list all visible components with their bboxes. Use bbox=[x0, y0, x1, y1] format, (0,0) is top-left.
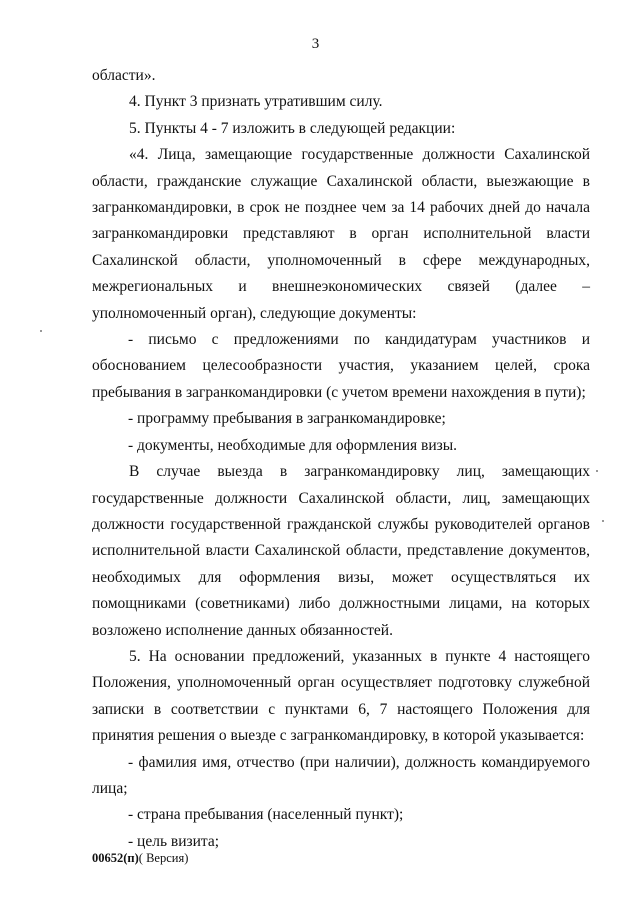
page-number: 3 bbox=[311, 36, 320, 52]
list-item: - документы, необходимые для оформления визы. bbox=[128, 436, 458, 454]
paragraph: 4. Пункт 3 признать утратившим силу. bbox=[129, 93, 383, 111]
paragraph: В случае выезда в загранкомандировку лиц, замещающих государственные должности Сахалинской области, лиц, замещающих должности государственной гражданской службы руководителей органов исполнительной власти Сахалинской области, представление документов, необходимых для оформления визы, может осуществляться их помощниками (советниками) либо должностными лицами, на которых возложено исполнение данных обязанностей. bbox=[92, 463, 590, 639]
document-footer bbox=[92, 851, 188, 866]
list-item: - программу пребывания в загранкомандировке; bbox=[128, 410, 446, 428]
list-item: - страна пребывания (населенный пункт); bbox=[128, 806, 404, 824]
list-item: - цель визита; bbox=[128, 832, 220, 850]
document-version: ( Версия) bbox=[138, 851, 189, 865]
document-body bbox=[92, 63, 590, 855]
scan-speck bbox=[40, 330, 42, 332]
scan-speck bbox=[602, 520, 604, 522]
list-item: - фамилия имя, отчество (при наличии), должность командируемого лица; bbox=[92, 753, 590, 797]
paragraph: 5. Пункты 4 - 7 изложить в следующей редакции: bbox=[129, 119, 456, 137]
scan-speck bbox=[596, 470, 598, 472]
list-item: - письмо с предложениями по кандидатурам участников и обоснованием целесообразности участия, указанием целей, срока пребывания в загранкомандировки (с учетом времени нахождения в пути); bbox=[92, 331, 590, 401]
paragraph: 5. На основании предложений, указанных в пункте 4 настоящего Положения, уполномоченный орган осуществляет подготовку служебной записки в соответствии с пунктами 6, 7 настоящего Положения для принятия решения о выезде с загранкомандировку, в которой указывается: bbox=[92, 647, 590, 745]
document-code: 00652(п) bbox=[92, 851, 139, 865]
paragraph: области». bbox=[92, 67, 156, 84]
paragraph: «4. Лица, замещающие государственные должности Сахалинской области, гражданские служащие Сахалинской области, выезжающие в загранкомандировки, в срок не позднее чем за 14 рабочих дней до начала загранкомандировки представляют в орган исполнительной власти Сахалинской области, уполномоченный в сфере международных, межрегиональных и внешнеэкономических связей (далее – уполномоченный орган), следующие документы: bbox=[92, 146, 590, 322]
